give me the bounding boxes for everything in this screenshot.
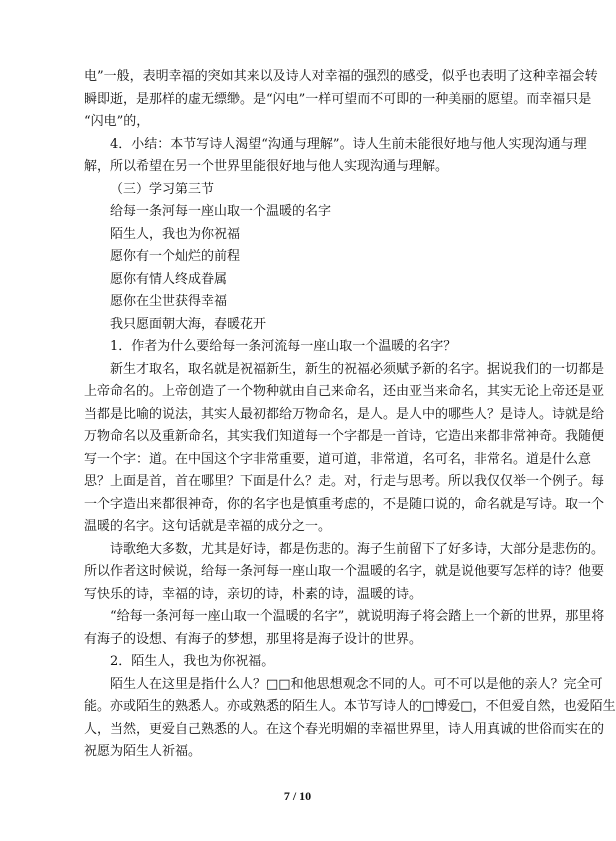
paragraph-line: 有海子的设想、有海子的梦想，那里将是海子设计的世界。 [84,631,423,647]
poem-line: 愿你在尘世获得幸福 [110,294,228,309]
paragraph-line: 写快乐的诗，幸福的诗，亲切的诗，朴素的诗，温暖的诗。 [84,586,423,602]
paragraph-line: 当都是比喻的说法，其实人最初都给万物命名，是人。是人中的哪些人？是诗人。诗就是给 [84,406,605,422]
paragraph-line: 4．小结：本节写诗人渴望“沟通与理解”。诗人生前未能很好地与他人实现沟通与理 [110,136,587,152]
poem-line: 愿你有情人终成眷属 [110,271,228,287]
question-line: 2．陌生人，我也为你祝福。 [110,654,275,669]
paragraph-line: “给每一条河每一座山取一个温暖的名字”，就说明海子将会踏上一个新的世界，那里将 [110,609,605,624]
paragraph-line: 能。亦或陌生的熟悉人。亦或熟悉的陌生人。本节写诗人的□博爱□，不但爱自然，也爱陌生 [84,699,616,714]
paragraph-line: 瞬即逝，是那样的虚无缥缈。是“闪电”一样可望而不可即的一种美丽的愿望。而幸福只是 [84,91,592,107]
poem-line: 我只愿面朝大海，春暖花开 [110,316,267,332]
paragraph-line: 一个字造出来都很神奇，你的名字也是慎重考虑的，不是随口说的，命名就是写诗。取一个 [84,496,605,512]
paragraph-line: 万物命名以及重新命名，其实我们知道每一个字都是一首诗，它造出来都非常神奇。我随便 [84,429,605,444]
paragraph-line: “闪电”的， [84,114,150,129]
paragraph-line: 思？上面是首，首在哪里？下面是什么？走。对，行走与思考。所以我仅仅举一个例子。每 [84,474,605,489]
body-text [84,66,616,764]
paragraph-line: 诗歌绝大多数，尤其是好诗，都是伤悲的。海子生前留下了好多诗，大部分是悲伤的。 [110,541,605,557]
paragraph-line: 所以作者这时候说，给每一条河每一座山取一个温暖的名字，就是说他要写怎样的诗？他要 [84,564,605,579]
paragraph-line: 祝愿为陌生人祈福。 [84,744,202,759]
question-line: 1．作者为什么要给每一条河流每一座山取一个温暖的名字？ [110,339,457,354]
paragraph-line: 电”一般，表明幸福的突如其来以及诗人对幸福的强烈的感受，似乎也表明了这种幸福会转 [84,69,598,84]
paragraph-line: 陌生人在这里是指什么人？□□和他思想观念不同的人。可不可以是他的亲人？完全可 [110,676,603,692]
paragraph-line: 写一个字：道。在中国这个字非常重要，道可道，非常道，名可名，非常名。道是什么意 [84,451,592,467]
paragraph-line: 人，当然，更爱自己熟悉的人。在这个春光明媚的幸福世界里，诗人用真诚的世俗而实在的 [84,721,605,737]
poem-line: 给每一条河每一座山取一个温暖的名字 [110,204,332,219]
poem-line: 愿你有一个灿烂的前程 [110,249,241,264]
paragraph-line: 上帝命名的。上帝创造了一个物种就由自己来命名，还由亚当来命名，其实无论上帝还是亚 [84,384,605,399]
paragraph-line: 温暖的名字。这句话就是幸福的成分之一。 [84,519,332,534]
paragraph-line: 解，所以希望在另一个世界里能很好地与他人实现沟通与理解。 [84,159,449,174]
poem-line: 陌生人，我也为你祝福 [110,226,241,242]
section-heading: （三）学习第三节 [110,181,215,197]
paragraph-line: 新生才取名，取名就是祝福新生，新生的祝福必须赋予新的名字。据说我们的一切都是 [110,361,605,377]
page-number: 7 / 10 [283,789,312,803]
